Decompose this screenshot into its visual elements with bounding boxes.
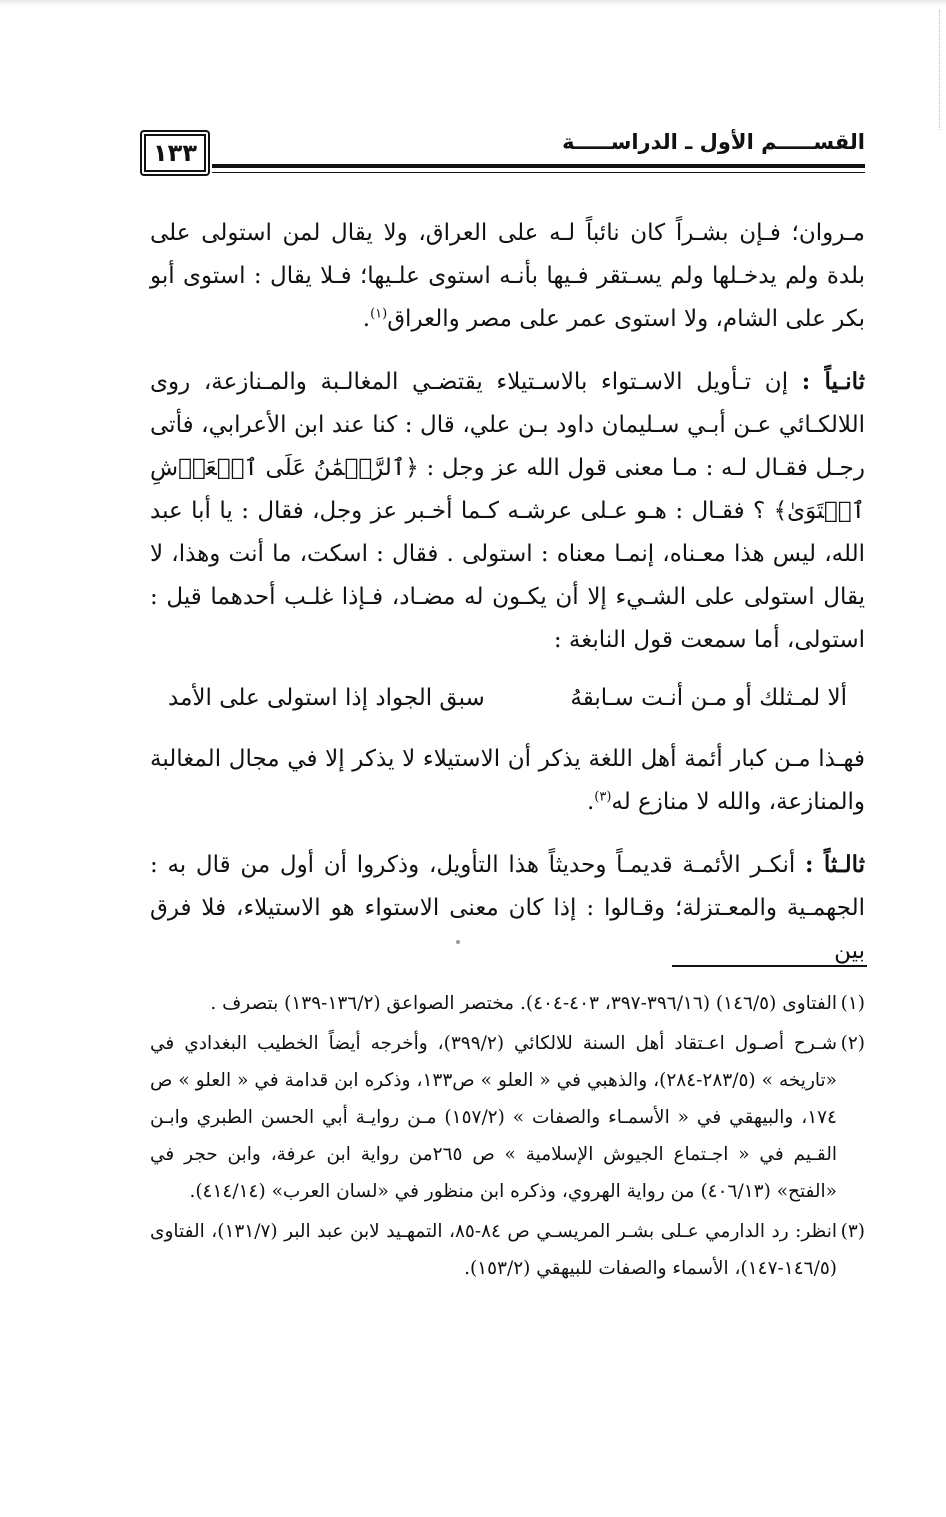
main-text	[150, 212, 865, 992]
page-number: ١٣٣	[144, 134, 206, 172]
poetry-verse	[150, 677, 865, 720]
verse-first-hemistich: ألا لمـثلك أو مـن أنـت سـابقهُ	[570, 685, 847, 711]
footnote-2	[150, 1025, 865, 1210]
footnote-1	[150, 985, 865, 1022]
verse-second-hemistich: سبق الجواد إذا استولى على الأمد	[168, 685, 485, 711]
footnote-number: (١)	[840, 993, 865, 1014]
paragraph-3: فهـذا مـن كبار أئمة أهل اللغة يذكر أن الاستيلاء لا يذكر إلا في مجال المغالبة والمنازعة، والله لا منازع له$^{(٣)}$.	[150, 746, 865, 815]
footnote-text: انظر: رد الدارمي عـلى بشـر المريسـي ص ٨٤-٨٥، التمهـيد لابن عبد البر (١٣١/٧)، الفتاوى (١٤٦/٥-١٤٧)، الأسماء والصفات للبيهقي (١٥٣/٢).	[150, 1221, 838, 1279]
running-head: القســـــم الأول ـ الدراســـــة	[562, 130, 865, 154]
footnote-3	[150, 1213, 865, 1287]
page-header	[140, 130, 865, 182]
scan-speck	[456, 940, 460, 944]
header-rule-thick	[212, 164, 865, 168]
footnote-text: الفتاوى (١٤٦/٥) (٣٩٦/١٦-٣٩٧، ٤٠٣-٤٠٤). مختصر الصواعق (١٣٦/٢-١٣٩) بتصرف .	[210, 993, 837, 1014]
page-number-box	[140, 130, 210, 176]
footnote-number: (٣)	[840, 1221, 865, 1242]
footnote-text: شـرح أصـول اعـتقاد أهل السنة للالكائي (٣٩٩/٢)، وأخرجه أيضاً الخطيب البغدادي في «تاريخه » (٢٨٣/٥-٢٨٤)، والذهبي في « العلو » ص١٣٣، وذكره ابن قدامة في « العلو » ص ١٧٤، والبيهقي في « الأسمـاء والصفات » (١٥٧/٢) مـن روايـة أبي الحسن الطبري وابـن القـيم في « اجـتماع الجيوش الإسلامية » ص ٢٦٥من رواية ابن عرفة، وابن حجر في «الفتح» (٤٠٦/١٣) من رواية الهروي، وذكره ابن منظور في «لسان العرب» (٤١٤/١٤).	[150, 1033, 837, 1202]
paragraph-4: ثالـثاً : أنكـر الأئمـة قديمـاً وحديثاً هذا التأويل، وذكروا أن أول من قال به : الجهمـية والمعـتزلة؛ وقـالوا : إذا كان معنى الاستواء هو الاستيلاء، فلا فرق بين	[150, 851, 865, 964]
paragraph-4-lead: ثالـثاً :	[804, 851, 865, 878]
quran-verse: ﴿ٱلرَّحۡمَٰنُ عَلَى ٱلۡعَرۡشِ ٱسۡتَوَىٰ﴾	[150, 455, 865, 524]
paragraph-2: ثانـياً : إن تـأويل الاسـتواء بالاسـتيلاء يقتضـي المغالـبة والمـنازعة، روى اللالكـائي عـن أبـي سـليمان داود بـن علي، قال : كنا عند ابن الأعرابي، فأتى رجـل فقـال لـه : مـا معنى قول الله عز وجل : ﴿ٱلرَّحۡمَٰنُ عَلَى ٱلۡعَرۡشِ ٱسۡتَوَىٰ﴾ ؟ فقـال : هـو عـلى عرشـه كـما أخـبر عز وجل، فقال : يا أبا عبد الله، ليس هذا معـناه، إنمـا معناه : استولى . فقال : اسكت، ما أنت وهذا، لا يقال استولى على الشـيء إلا أن يكـون له مضـاد، فـإذا غلـب أحدهما قيل : استولى، أما سمعت قول النابغة :	[150, 368, 865, 653]
paragraph-1: مـروان؛ فـإن بشـراً كان نائباً لـه على العراق، ولا يقال لمن استولى على بلدة ولم يدخـلها ولم يسـتقر فـيها بأنـه استوى علـيها؛ فـلا يقال : استوى أبو بكر على الشام، ولا استوى عمر على مصر والعراق$^{(١)}$.	[150, 220, 865, 332]
header-rule-thin	[212, 172, 865, 173]
footnote-ref-3: (٣)	[594, 789, 612, 805]
footnotes	[150, 985, 865, 1290]
footnote-separator	[672, 965, 867, 967]
footnote-number: (٢)	[840, 1033, 865, 1054]
paragraph-2-lead: ثانـياً :	[801, 368, 865, 395]
footnote-ref-1: (١)	[370, 306, 388, 322]
